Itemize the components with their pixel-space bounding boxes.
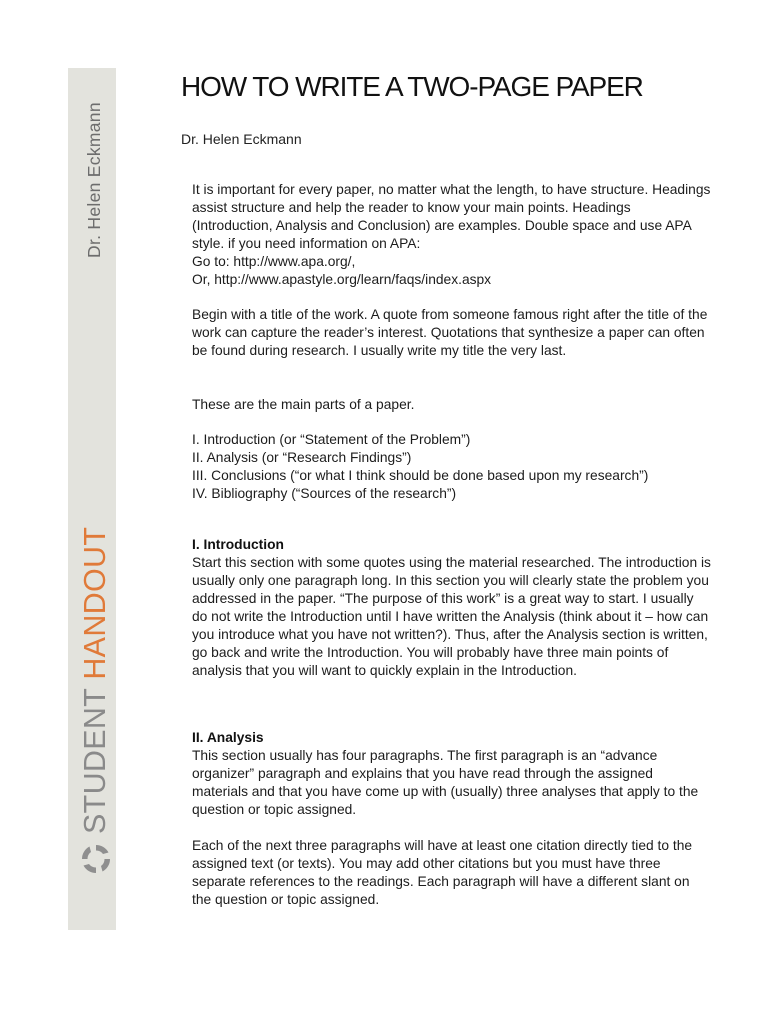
list-item: III. Conclusions (“or what I think should be done based upon my research”) [192, 468, 649, 483]
page-title: HOW TO WRITE A TWO-PAGE PAPER [181, 71, 643, 102]
sidebar-author: Dr. Helen Eckmann [84, 102, 104, 258]
analysis-paragraph-1: This section usually has four paragraphs. The first paragraph is an “advance organizer” paragraph and explains that you have read through the assigned materials and that you have come up with (usually) three analyses that apply to the question or topic assigned. [192, 748, 699, 817]
list-item: II. Analysis (or “Research Findings”) [192, 450, 412, 465]
section-heading-introduction: I. Introduction [192, 537, 284, 552]
section-heading-analysis: II. Analysis [192, 730, 264, 745]
title-paragraph: Begin with a title of the work. A quote from someone famous right after the title of the work can capture the reader’s interest. Quotations that synthesize a paper can often be found during research. I usually write my title the very last. [192, 307, 708, 358]
sidebar-label-student: STUDENT [78, 688, 112, 834]
main-parts-intro: These are the main parts of a paper. [192, 397, 415, 412]
list-item: I. Introduction (or “Statement of the Problem”) [192, 432, 471, 447]
author-byline: Dr. Helen Eckmann [181, 131, 302, 147]
sidebar-label-handout: HANDOUT [78, 526, 112, 680]
introduction-paragraph: Start this section with some quotes using the material researched. The introduction is usually only one paragraph long. In this section you will clearly state the problem you addressed in the paper. “The purpose of this work” is a great way to start. I usually do not write the Introduction until I have written the Analysis (think about it – how can you introduce what you have not written?). Thus, after the Analysis section is written, go back and write the Introduction. You will probably have three main points of analysis that you will want to quickly explain in the Introduction. [192, 555, 711, 678]
main-parts-list [192, 431, 712, 503]
circular-arrows-logo-icon [79, 842, 113, 876]
sidebar-handout-label [78, 527, 113, 834]
intro-paragraph: It is important for every paper, no matter what the length, to have structure. Headings assist structure and help the reader to know your main points. Headings (Introduction, Analysis and Conclusion) are examples. Double space and use APA style. if you need information on APA: Go to: http://www.apa.org/, Or, http://www.apastyle.org/learn/faqs/index.aspx [192, 182, 711, 287]
analysis-paragraph-2: Each of the next three paragraphs will have at least one citation directly tied to the assigned text (or texts). You may add other citations but you must have three separate references to the readings. Each paragraph will have a different slant on the question or topic assigned. [192, 838, 693, 907]
list-item: IV. Bibliography (“Sources of the research”) [192, 486, 457, 501]
